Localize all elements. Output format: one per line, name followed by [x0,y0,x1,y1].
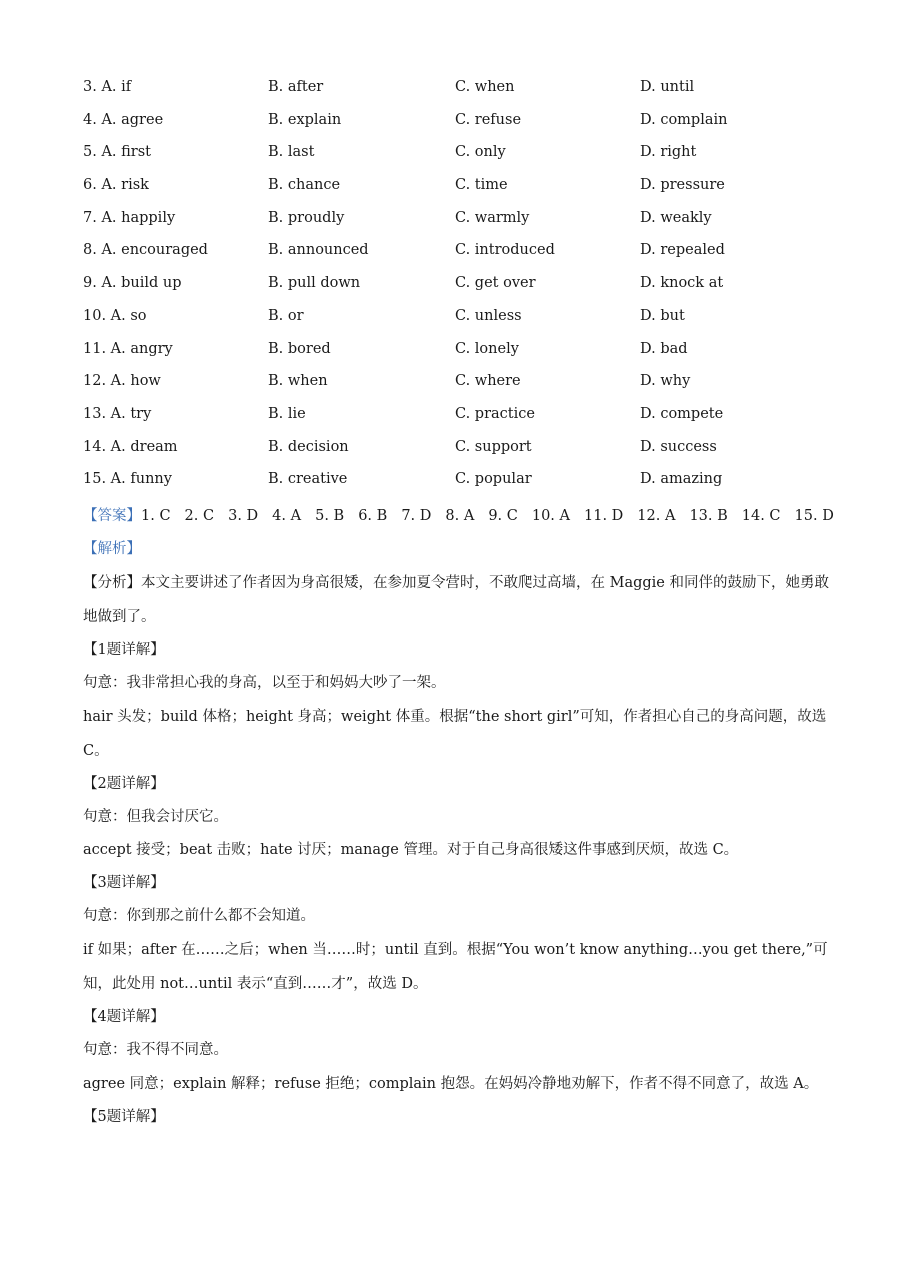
option-a: 8. A. encouraged [83,242,208,259]
q2-detail: accept 接受；beat 击败；hate 讨厌；manage 管理。对于自己身高很矮这件事感到厌烦，故选 C。 [83,842,739,858]
answer-item: 12. A [637,508,676,524]
answer-item: 7. D [401,508,432,524]
option-b: B. when [268,373,328,390]
q5-title: 【5题详解】 [83,1109,165,1125]
option-row [83,237,843,270]
option-d: D. pressure [640,177,725,194]
option-a: 12. A. how [83,373,161,390]
option-a: 15. A. funny [83,471,172,488]
option-row [83,139,843,172]
summary-paragraph: 【分析】本文主要讲述了作者因为身高很矮，在参加夏令营时，不敢爬过高墙，在 Maggie 和同伴的鼓励下，她勇敢地做到了。 [83,575,829,625]
q2-meaning: 句意：但我会讨厌它。 [83,809,228,825]
option-d: D. repealed [640,242,725,259]
option-row [83,336,843,369]
answer-item: 11. D [584,508,624,524]
option-b: B. announced [268,242,369,259]
option-a: 7. A. happily [83,209,176,226]
answer-item: 8. A [445,508,475,524]
answer-item: 14. C [741,508,781,524]
option-a: 10. A. so [83,307,147,324]
q2-title: 【2题详解】 [83,776,165,792]
option-a: 9. A. build up [83,275,182,292]
option-row [83,172,843,205]
option-d: D. success [640,438,717,455]
option-d: D. knock at [640,275,724,292]
option-row [83,303,843,336]
option-d: D. bad [640,340,688,357]
options-table [83,74,843,499]
option-c: C. warmly [455,209,530,226]
q1-detail: hair 头发；build 体格；height 身高；weight 体重。根据“the short girl”可知，作者担心自己的身高问题，故选 C。 [83,709,827,759]
option-d: D. why [640,373,691,390]
option-a: 14. A. dream [83,438,178,455]
option-b: B. proudly [268,209,345,226]
option-a: 6. A. risk [83,177,149,194]
option-c: C. popular [455,471,532,488]
option-c: C. refuse [455,111,522,128]
option-row [83,368,843,401]
option-a: 4. A. agree [83,111,164,128]
option-b: B. last [268,144,315,161]
option-b: B. decision [268,438,349,455]
option-c: C. where [455,373,521,390]
option-d: D. complain [640,111,728,128]
answer-item: 13. B [689,508,728,524]
answer-item: 1. C [141,508,171,524]
option-c: C. lonely [455,340,519,357]
explanation-body [83,500,834,1134]
option-c: C. introduced [455,242,555,259]
option-a: 13. A. try [83,405,152,422]
option-c: C. practice [455,405,535,422]
option-c: C. get over [455,275,536,292]
option-row [83,466,843,499]
option-a: 11. A. angry [83,340,173,357]
answer-item: 10. A [531,508,570,524]
answer-item: 9. C [488,508,518,524]
option-b: B. explain [268,111,342,128]
option-c: C. time [455,177,508,194]
q1-meaning: 句意：我非常担心我的身高，以至于和妈妈大吵了一架。 [83,675,446,691]
answer-item: 5. B [315,508,345,524]
option-d: D. compete [640,405,724,422]
option-c: C. only [455,144,506,161]
option-row [83,270,843,303]
option-c: C. support [455,438,532,455]
option-a: 3. A. if [83,79,132,95]
option-d: D. but [640,307,685,324]
option-b: B. or [268,307,304,324]
q3-title: 【3题详解】 [83,875,165,891]
option-c: C. when [455,79,515,95]
option-b: B. bored [268,340,331,357]
option-row [83,434,843,467]
q4-detail: agree 同意；explain 解释；refuse 拒绝；complain 抱怨。在妈妈冷静地劝解下，作者不得不同意了，故选 A。 [83,1076,819,1092]
option-b: B. creative [268,471,348,488]
option-a: 5. A. first [83,144,152,161]
analysis-label: 【解析】 [83,541,141,557]
q3-detail: if 如果；after 在……之后；when 当……时；until 直到。根据“You won’t know anything…you get there,”可知，此处用 not…until 表示“直到……才”，故选 D。 [83,942,828,992]
answer-item: 2. C [184,508,215,524]
answer-item: 3. D [228,508,259,524]
answer-item: 15. D [794,508,834,524]
option-d: D. until [640,79,695,95]
option-row [83,401,843,434]
option-row [83,74,843,107]
option-b: B. after [268,79,324,95]
option-d: D. right [640,144,697,161]
q4-meaning: 句意：我不得不同意。 [83,1042,228,1058]
q1-title: 【1题详解】 [83,642,165,658]
q4-title: 【4题详解】 [83,1009,165,1025]
q3-meaning: 句意：你到那之前什么都不会知道。 [83,908,315,924]
option-b: B. lie [268,405,306,422]
option-row [83,205,843,238]
option-row [83,107,843,140]
answer-items [141,508,848,524]
answer-item: 4. A [272,508,302,524]
answer-label: 【答案】 [83,508,141,524]
option-d: D. amazing [640,471,723,488]
option-b: B. pull down [268,275,361,292]
option-b: B. chance [268,177,341,194]
answer-line [83,500,834,533]
option-c: C. unless [455,307,522,324]
option-d: D. weakly [640,209,712,226]
answer-item: 6. B [358,508,388,524]
